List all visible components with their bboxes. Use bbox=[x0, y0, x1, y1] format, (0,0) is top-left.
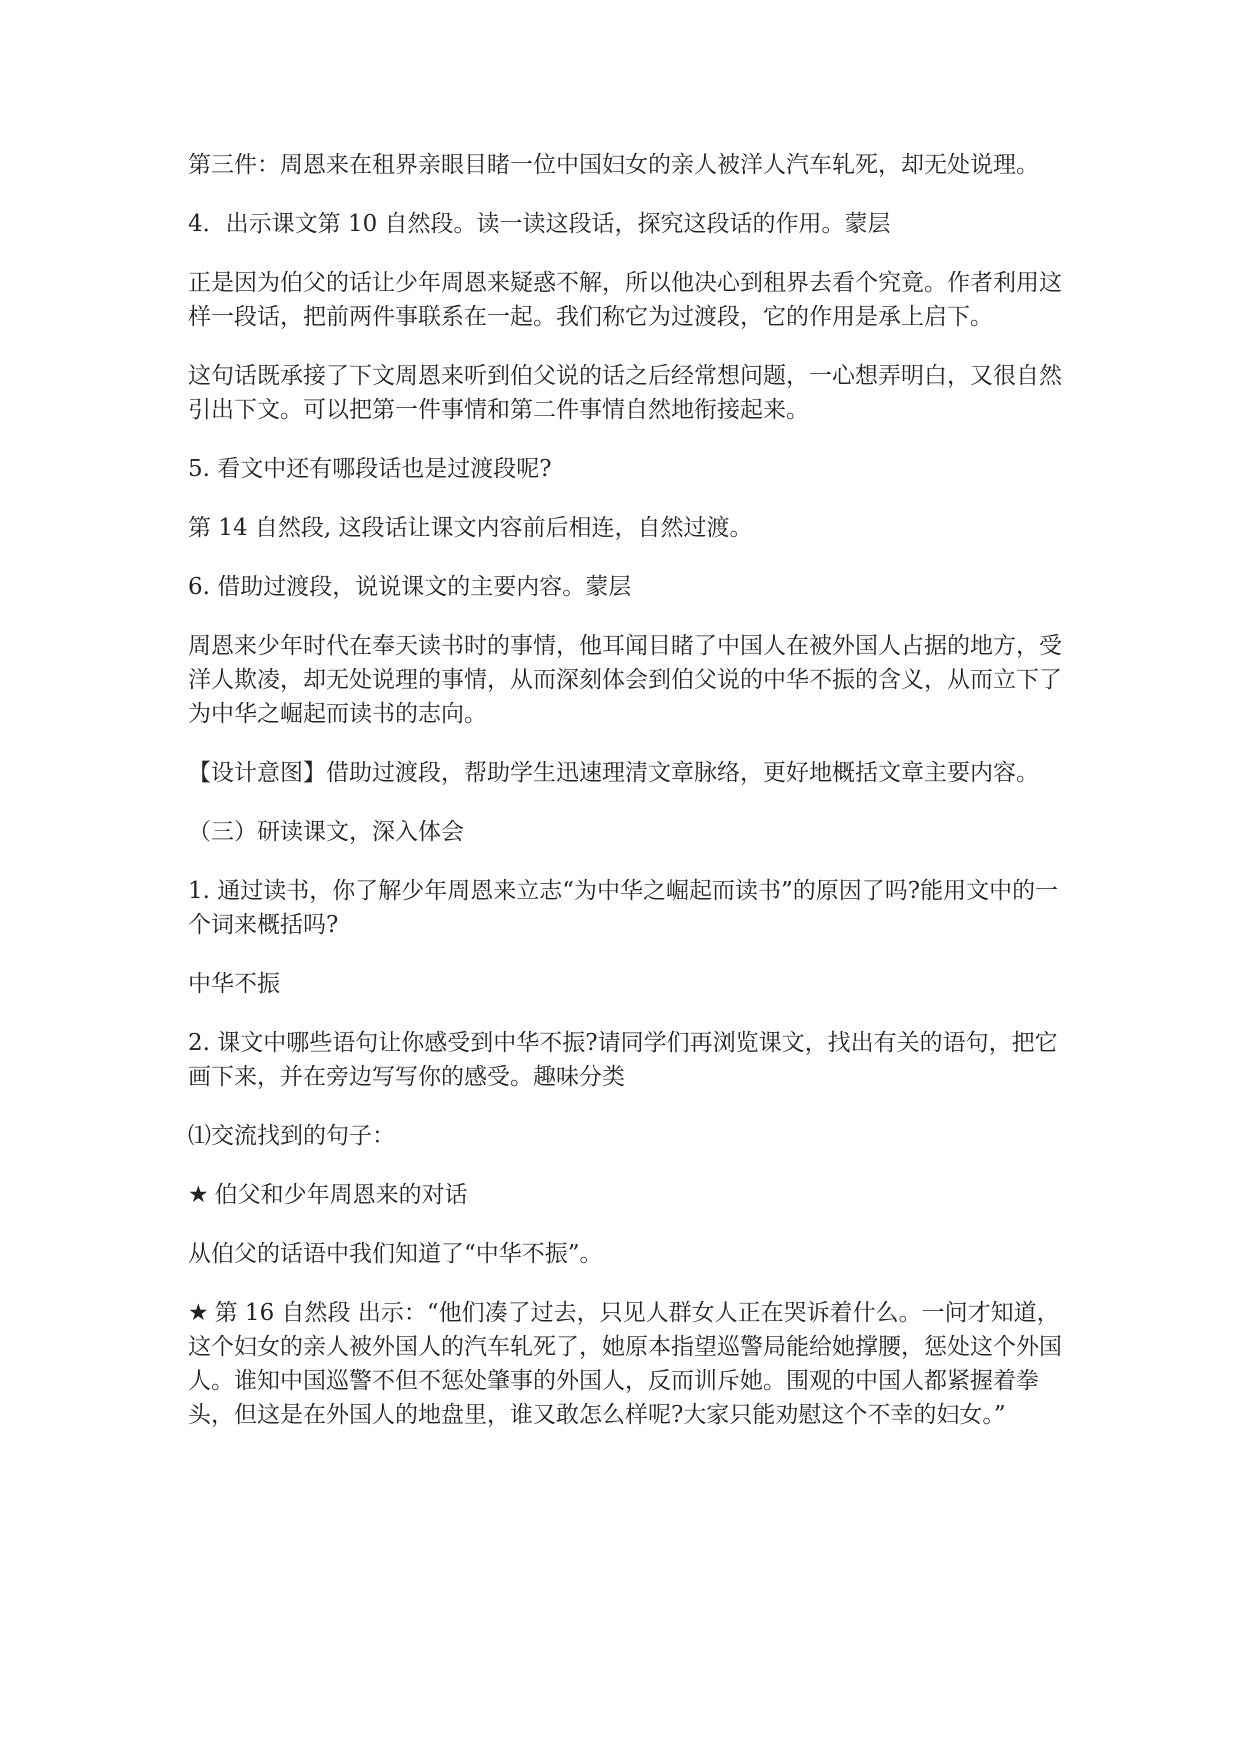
star-icon: ★ bbox=[188, 1182, 209, 1208]
paragraph-step-6: 6. 借助过渡段，说说课文的主要内容。蒙层 bbox=[188, 574, 632, 600]
paragraph-transition-explanation: 正是因为伯父的话让少年周恩来疑惑不解，所以他决心到租界去看个究竟。作者利用这样一段话，把前两件事联系在一起。我们称它为过渡段，它的作用是承上启下。 bbox=[188, 270, 1062, 330]
paragraph-answer-1: 中华不振 bbox=[188, 971, 280, 997]
paragraph-step-5: 5. 看文中还有哪段话也是过渡段呢? bbox=[188, 456, 552, 482]
paragraph-answer-14: 第 14 自然段, 这段话让课文内容前后相连，自然过渡。 bbox=[188, 515, 753, 541]
paragraph-third-event: 第三件：周恩来在租界亲眼目睹一位中国妇女的亲人被洋人汽车轧死，却无处说理。 bbox=[188, 152, 1039, 178]
paragraph-step-4: 4．出示课文第 10 自然段。读一读这段话，探究这段话的作用。蒙层 bbox=[188, 211, 891, 237]
paragraph-transition-function: 这句话既承接了下文周恩来听到伯父说的话之后经常想问题，一心想弄明白，又很自然引出下文。可以把第一件事情和第二件事情自然地衔接起来。 bbox=[188, 363, 1062, 423]
paragraph-uncle-words: 从伯父的话语中我们知道了“中华不振”。 bbox=[188, 1241, 603, 1267]
star-item-text: 第 16 自然段 出示：“他们凑了过去，只见人群女人正在哭诉着什么。一问才知道，这个妇女的亲人被外国人的汽车轧死了，她原本指望巡警局能给她撑腰，惩处这个外国人。谁知中国巡警不但不惩处肇事的外国人，反而训斥她。围观的中国人都紧握着拳头，但这是在外国人的地盘里，谁又敢怎么样呢?大家只能劝慰这个不幸的妇女。” bbox=[188, 1300, 1062, 1428]
paragraph-question-2: 2. 课文中哪些语句让你感受到中华不振?请同学们再浏览课文，找出有关的语句，把它画下来，并在旁边写写你的感受。趣味分类 bbox=[188, 1030, 1058, 1090]
paragraph-question-1: 1. 通过读书，你了解少年周恩来立志“为中华之崛起而读书”的原因了吗?能用文中的一个词来概括吗? bbox=[188, 878, 1059, 938]
star-icon: ★ bbox=[188, 1300, 209, 1326]
star-item-dialogue bbox=[188, 1178, 1068, 1212]
section-heading-3: （三）研读课文，深入体会 bbox=[188, 819, 464, 845]
paragraph-exchange-sentences: ⑴交流找到的句子： bbox=[188, 1123, 395, 1149]
star-item-paragraph-16 bbox=[188, 1296, 1068, 1432]
document-body bbox=[188, 148, 1068, 1457]
paragraph-main-content: 周恩来少年时代在奉天读书时的事情，他耳闻目睹了中国人在被外国人占据的地方，受洋人欺凌，却无处说理的事情，从而深刻体会到伯父说的中华不振的含义，从而立下了为中华之崛起而读书的志向。 bbox=[188, 633, 1062, 727]
star-item-text: 伯父和少年周恩来的对话 bbox=[214, 1182, 468, 1208]
paragraph-design-intent: 【设计意图】借助过渡段，帮助学生迅速理清文章脉络，更好地概括文章主要内容。 bbox=[188, 760, 1039, 786]
